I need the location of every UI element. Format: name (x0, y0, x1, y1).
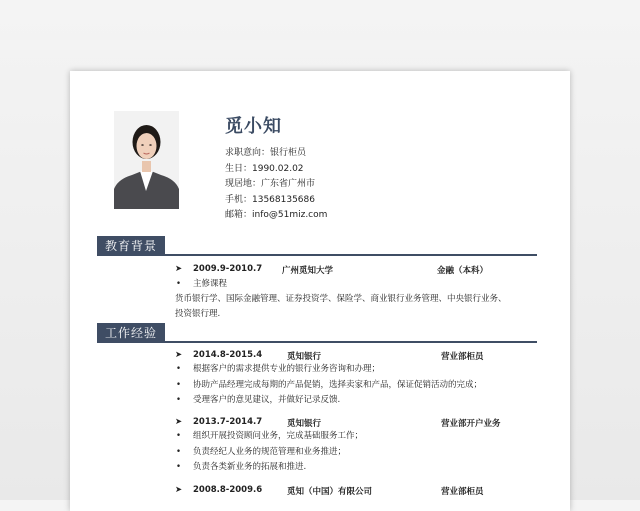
entry-role: 营业部柜员 (441, 352, 484, 362)
entry-role: 金融（本科） (437, 266, 489, 276)
personal-info (225, 146, 327, 224)
entry-header (175, 417, 535, 429)
bullet-icon: • (176, 431, 182, 441)
section-divider (97, 254, 537, 256)
entry-role: 营业部开户业务 (441, 419, 501, 429)
section-title-education: 教育背景 (97, 236, 165, 256)
candidate-name: 觅小知 (225, 116, 282, 137)
arrow-icon: ➤ (175, 485, 183, 495)
section-title-work: 工作经验 (97, 323, 165, 343)
person-portrait-icon (114, 111, 179, 209)
profile-photo (114, 111, 179, 209)
entry-header (175, 350, 535, 362)
entry-date: 2013.7-2014.7 (193, 417, 263, 427)
entry-org: 觅知（中国）有限公司 (287, 487, 373, 497)
bullet-icon: • (176, 379, 182, 390)
courses-line-1: 货币银行学、国际金融管理、证券投资学、保险学、商业银行业务管理、中央银行业务、 (175, 294, 507, 304)
courses-line-2: 投资银行理. (175, 309, 221, 319)
entry-org: 觅知银行 (287, 419, 322, 429)
birthday: 生日：1990.02.02 (225, 163, 304, 174)
arrow-icon: ➤ (175, 350, 183, 360)
bullet-icon: • (176, 446, 182, 457)
entry-date: 2009.9-2010.7 (193, 264, 263, 274)
resume-page: 觅小知 求职意向：银行柜员 生日：1990.02.02 现居地：广东省广州市 手机：13568135686 邮箱：info@51miz.com 教育背景 ➤ 2009.9-2010.7 广州觅知大学 金融（本科） • 主修课程 货币银行学、国际金融管理、证券投资学、保险学、商业银行业务管理、中央银行业务、 投资银行理. 工作经验 ➤ 2014.8-2015.4 觅知银行 营业部柜员 • 根据客户的需求提供专业的银行业务咨询和办理； • 协助产品经理完成每期的产品促销，选择卖家和产品，保证促销活动的完成； • 受理客户的意见建议，并做好记录反馈. ➤ 2013.7-2014.7 觅知银行 营业部开户业务 • 组织开展投资顾问业务，完成基础服务工作； • 负责经纪人业务的规范管理和业务推进； • 负责各类新业务的拓展和推进. ➤ 2008.8-2009.6 觅知（中国）有限公司 营业部柜员 (70, 71, 570, 511)
section-divider (97, 341, 537, 343)
arrow-icon: ➤ (175, 264, 183, 274)
bullet-icon: • (176, 364, 182, 374)
entry-role: 营业部柜员 (441, 487, 484, 497)
entry-header (175, 485, 535, 497)
bullet-icon: • (176, 395, 182, 405)
entry-org: 觅知银行 (287, 352, 322, 362)
arrow-icon: ➤ (175, 417, 183, 427)
residence: 现居地：广东省广州市 (225, 179, 316, 189)
bullet-icon: • (176, 279, 182, 289)
entry-org: 广州觅知大学 (282, 266, 334, 276)
entry-header (175, 264, 535, 276)
bullet-icon: • (176, 462, 182, 472)
email: 邮箱：info@51miz.com (225, 210, 328, 220)
entry-date: 2008.8-2009.6 (193, 485, 263, 495)
entry-date: 2014.8-2015.4 (193, 350, 263, 360)
job-intention: 求职意向：银行柜员 (225, 148, 307, 158)
phone: 手机：13568135686 (225, 194, 315, 205)
